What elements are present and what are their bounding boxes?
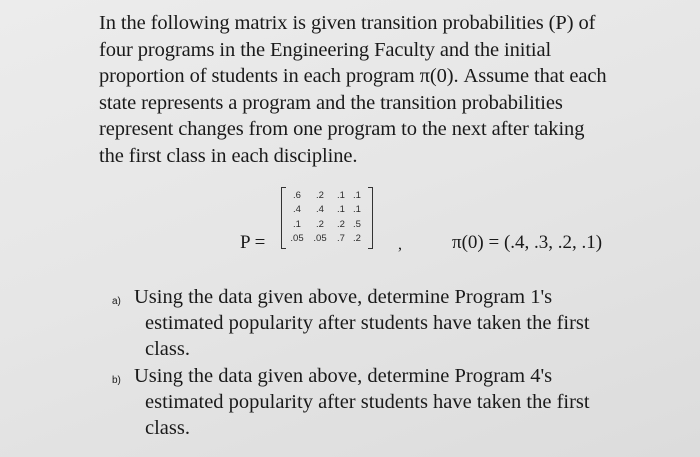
question-line: estimated popularity after students have taken the first xyxy=(145,391,590,413)
matrix-cell: .05 xyxy=(313,233,327,245)
matrix-cell: .1 xyxy=(337,204,345,216)
statement-line: In the following matrix is given transition probabilities (P) of xyxy=(99,12,596,34)
question-text xyxy=(134,284,652,362)
transition-matrix xyxy=(281,187,373,249)
matrix-cell: .7 xyxy=(337,233,345,245)
question-marker: b) xyxy=(112,375,121,386)
question-b xyxy=(112,363,652,441)
question-text xyxy=(134,363,652,441)
matrix-cell: .4 xyxy=(316,204,324,216)
matrix-cell: .05 xyxy=(290,233,304,245)
matrix-cell: .2 xyxy=(337,218,345,230)
question-line: class. xyxy=(145,338,190,360)
question-a xyxy=(112,284,652,362)
matrix-cell: .1 xyxy=(353,204,361,216)
initial-distribution: π(0) = (.4, .3, .2, .1) xyxy=(452,232,603,253)
problem-statement xyxy=(99,10,659,169)
matrix-row xyxy=(286,232,364,247)
matrix-row xyxy=(286,217,364,232)
question-line: Using the data given above, determine Program 4's xyxy=(134,365,553,387)
matrix-cell: .1 xyxy=(337,189,345,201)
statement-line: the first class in each discipline. xyxy=(99,144,358,167)
matrix-cell: .6 xyxy=(293,189,301,201)
matrix-cell: .1 xyxy=(293,218,301,230)
statement-line: state represents a program and the transition probabilities xyxy=(99,91,563,114)
matrix-cell: .1 xyxy=(353,189,361,201)
separator-comma: , xyxy=(398,236,402,253)
statement-line: represent changes from one program to the next after taking xyxy=(99,118,585,140)
question-line: Using the data given above, determine Program 1's xyxy=(134,286,553,308)
statement-line: four programs in the Engineering Faculty and the initial xyxy=(99,38,552,61)
question-line: class. xyxy=(145,417,190,439)
matrix-cell: .2 xyxy=(316,189,324,201)
matrix-right-bracket xyxy=(368,187,373,249)
matrix-label: P = xyxy=(240,232,266,253)
matrix-cell: .4 xyxy=(293,204,301,216)
matrix-grid xyxy=(286,188,364,246)
matrix-row xyxy=(286,188,364,203)
statement-line: proportion of students in each program π(0). Assume that each xyxy=(99,65,607,87)
matrix-cell: .5 xyxy=(353,218,361,230)
question-line: estimated popularity after students have taken the first xyxy=(145,312,590,334)
matrix-cell: .2 xyxy=(316,218,324,230)
question-marker: a) xyxy=(112,296,121,307)
matrix-row xyxy=(286,203,364,218)
matrix-cell: .2 xyxy=(353,233,361,245)
